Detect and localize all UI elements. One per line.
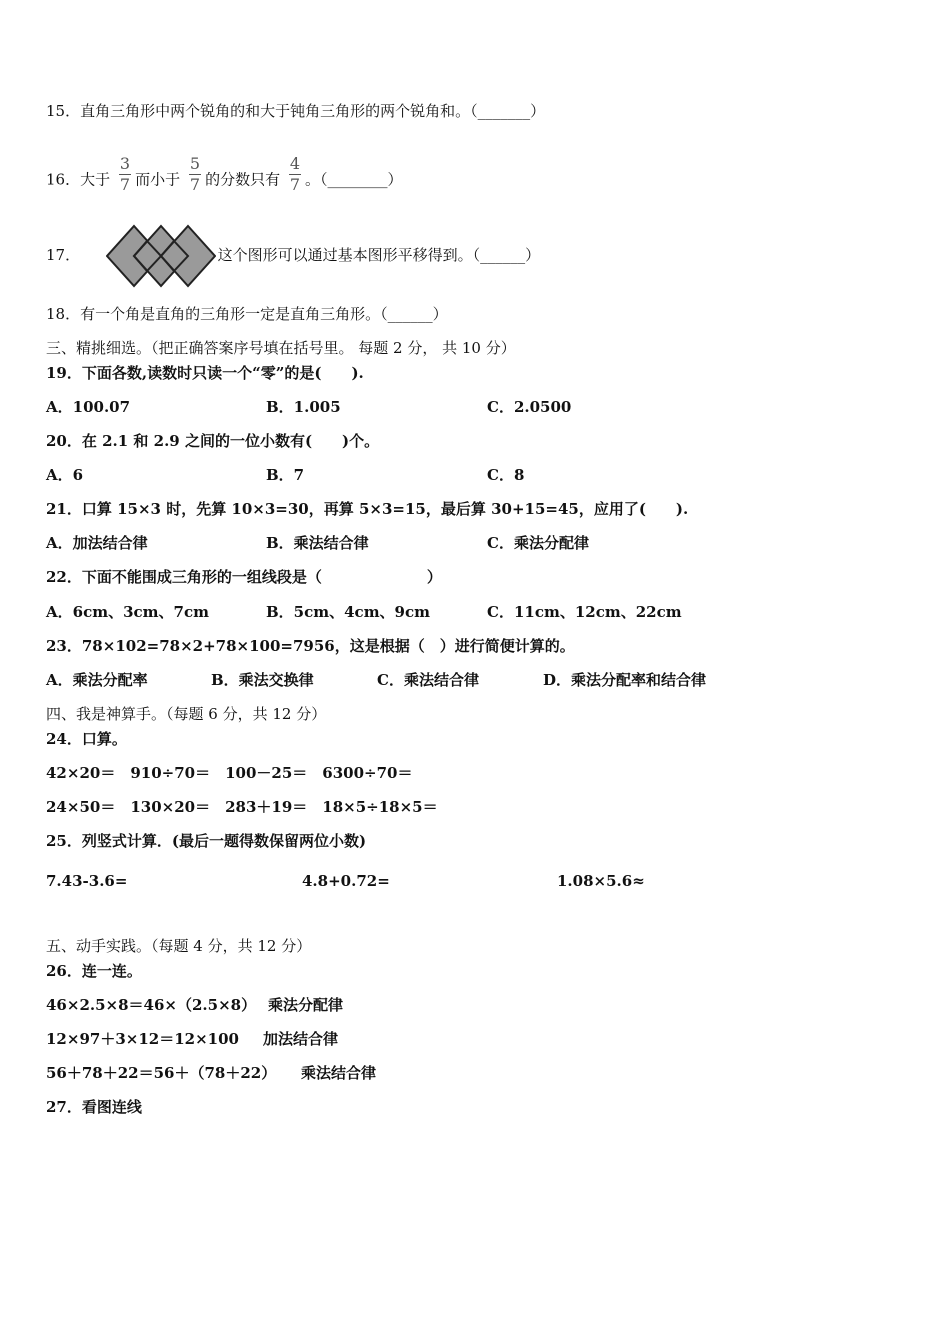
option-c: C．乘法结合律 <box>377 671 479 689</box>
question-number: 17． <box>46 246 81 264</box>
option-a: A．乘法分配率 <box>46 671 148 689</box>
question-number: 18． <box>46 305 81 323</box>
option-b: B．乘法结合律 <box>266 534 369 552</box>
question-text: 有一个角是直角的三角形一定是直角三角形。 <box>80 305 381 323</box>
vertical-calc-2: 4.8+0.72= <box>302 872 390 890</box>
denominator: 7 <box>289 175 301 194</box>
mental-math-row-1: 42×20＝ 910÷70＝ 100－25＝ 6300÷70＝ <box>46 764 413 782</box>
question-27: 27．看图连线 <box>46 1098 142 1116</box>
match-right-1: 乘法分配律 <box>268 996 344 1014</box>
question-text: 这个图形可以通过基本图形平移得到。 <box>217 246 473 264</box>
question-20: 20．在 2.1 和 2.9 之间的一位小数有( )个。 <box>46 432 380 450</box>
question-21: 21．口算 15×3 时，先算 10×3=30，再算 5×3=15，最后算 30+15=45，应用了( ). <box>46 500 689 518</box>
match-left-1: 46×2.5×8＝46×（2.5×8） <box>46 996 257 1014</box>
numerator: 4 <box>289 154 301 173</box>
question-number: 15． <box>46 102 81 120</box>
option-a: A．100.07 <box>46 398 131 416</box>
question-text: 的分数只有 <box>205 170 281 189</box>
option-b: B．7 <box>266 466 305 484</box>
question-25: 25．列竖式计算．(最后一题得数保留两位小数) <box>46 832 367 850</box>
question-26: 26．连一连。 <box>46 962 142 980</box>
question-23: 23．78×102=78×2+78×100=7956，这是根据（ ）进行简便计算的。 <box>46 637 575 655</box>
question-text: 而小于 <box>135 170 181 189</box>
option-a: A．6cm、3cm、7cm <box>46 603 209 621</box>
diamond-translation-figure <box>106 223 216 289</box>
numerator: 5 <box>189 154 201 173</box>
vertical-calc-3: 1.08×5.6≈ <box>557 872 645 890</box>
denominator: 7 <box>189 175 201 194</box>
option-c: C．11cm、12cm、22cm <box>487 603 682 621</box>
answer-blank: （______） <box>380 305 448 323</box>
mental-math-row-2: 24×50＝ 130×20＝ 283＋19＝ 18×5÷18×5＝ <box>46 798 438 816</box>
option-c: C．8 <box>487 466 525 484</box>
question-15 <box>46 100 545 122</box>
option-b: B．乘法交换律 <box>211 671 314 689</box>
denominator: 7 <box>119 175 131 194</box>
option-c: C．2.0500 <box>487 398 572 416</box>
question-number: 16． <box>46 170 81 189</box>
option-a: A．加法结合律 <box>46 534 148 552</box>
option-b: B．1.005 <box>266 398 341 416</box>
question-16 <box>46 154 403 201</box>
option-c: C．乘法分配律 <box>487 534 589 552</box>
question-19: 19．下面各数,读数时只读一个“零”的是( ). <box>46 364 364 382</box>
match-left-2: 12×97＋3×12＝12×100 <box>46 1030 239 1048</box>
match-right-2: 加法结合律 <box>263 1030 339 1048</box>
section-4-heading: 四、我是神算手。（每题 6 分，共 12 分） <box>46 705 327 723</box>
question-17 <box>46 222 540 289</box>
option-b: B．5cm、4cm、9cm <box>266 603 431 621</box>
question-text: 直角三角形中两个锐角的和大于钝角三角形的两个锐角和。 <box>80 102 471 120</box>
numerator: 3 <box>119 154 131 173</box>
match-left-3: 56＋78＋22＝56＋（78＋22） <box>46 1064 277 1082</box>
question-24: 24．口算。 <box>46 730 127 748</box>
match-right-3: 乘法结合律 <box>301 1064 377 1082</box>
vertical-calc-1: 7.43-3.6= <box>46 872 128 890</box>
answer-blank: （_______） <box>470 102 546 120</box>
section-3-heading: 三、精挑细选。（把正确答案序号填在括号里。 每题 2 分， 共 10 分） <box>46 339 516 357</box>
fraction-5-7 <box>189 154 201 195</box>
answer-blank: （______） <box>472 246 541 264</box>
section-5-heading: 五、动手实践。（每题 4 分，共 12 分） <box>46 937 312 955</box>
question-22: 22．下面不能围成三角形的一组线段是（ ） <box>46 568 442 586</box>
question-text: 大于 <box>80 170 111 189</box>
option-a: A．6 <box>46 466 84 484</box>
option-d: D．乘法分配率和结合律 <box>543 671 707 689</box>
question-18 <box>46 303 448 325</box>
answer-blank: 。（________） <box>305 170 403 189</box>
fraction-4-7 <box>289 154 301 195</box>
fraction-3-7 <box>119 154 131 195</box>
